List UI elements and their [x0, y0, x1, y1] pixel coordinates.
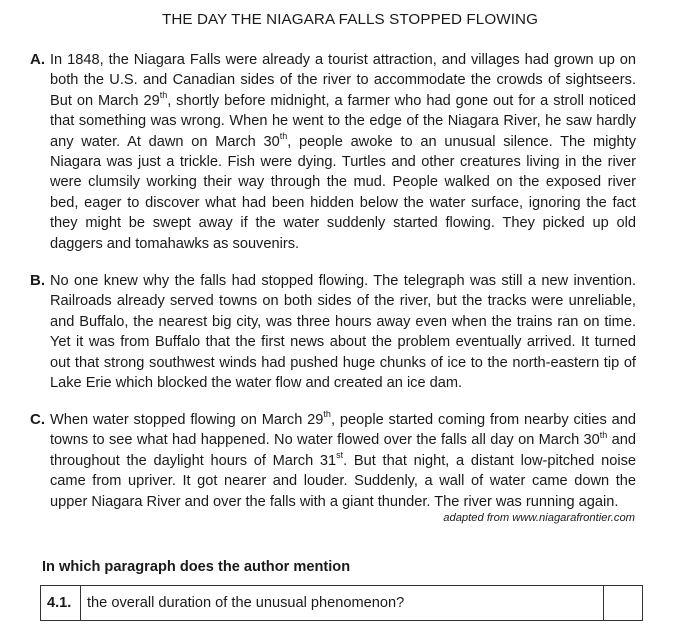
- source-credit: adapted from www.niagarafrontier.com: [443, 512, 635, 524]
- ordinal-suffix: th: [323, 409, 331, 420]
- ordinal-suffix: th: [279, 130, 288, 141]
- text-segment: . But that night, a distant low-pitched noise came from upriver. It got nearer and louder. Suddenly, a wall of water came down the upper Niagara River and over the falls with a giant thunder. The river was running again.: [50, 452, 637, 510]
- ordinal-suffix: th: [159, 89, 168, 100]
- paragraph-text: [50, 410, 636, 512]
- paragraph-a: [30, 50, 636, 254]
- text-segment: , shortly before midnight, a farmer who had gone out for a stroll noticed that something was wrong. When he went to the edge of the Niagara River, he saw hardly any water. At dawn on March 30: [50, 92, 636, 150]
- paragraph-letter: C.: [30, 411, 45, 428]
- question-row: [41, 586, 643, 621]
- text-segment: , people awoke to an unusual silence. The mighty Niagara was just a trickle. Fish were dying. Turtles and other creatures living in the river were clumsily working their way through the mud. People walked on the exposed river bed, eager to discover what had been hidden below the water surface, ignoring the fact they might be swept away if the water suddenly started flowing. They picked up old daggers and tomahawks as souvenirs.: [50, 133, 636, 252]
- page-title: THE DAY THE NIAGARA FALLS STOPPED FLOWING: [161, 11, 538, 28]
- text-segment: , people started coming from nearby cities and towns to see what had happened. No water flowed over the falls all day on March 30: [50, 412, 636, 449]
- ordinal-suffix: th: [599, 429, 608, 440]
- text-segment: In 1848, the Niagara Falls were already a tourist attraction, and villages had grown up on both the U.S. and Canadian sides of the river to accommodate the crowds of sightseers. But on March 29: [50, 52, 636, 109]
- question-text: the overall duration of the unusual phenomenon?: [81, 586, 604, 621]
- paragraph-text: No one knew why the falls had stopped flowing. The telegraph was still a new invention. Railroads already served towns on both sides of the river, but the tracks were unreliable, and Buffalo, the nearest big city, was three hours away even when the trains ran on time. Yet it was from Buffalo that the first news about the problem eventually arrived. It turned out that strong southwest winds had pushed huge chunks of ice to the north-eastern tip of Lake Erie which blocked the water flow and created an ice dam.: [50, 273, 636, 392]
- text-segment: When water stopped flowing on March 29: [50, 412, 324, 428]
- ordinal-suffix: st: [336, 449, 344, 460]
- question-table: [40, 585, 643, 621]
- paragraph-text: [50, 50, 636, 254]
- question-prompt: In which paragraph does the author mention: [42, 559, 351, 575]
- paragraph-letter: B.: [30, 272, 45, 289]
- text-segment: and throughout the daylight hours of March 31: [50, 432, 636, 469]
- paragraph-letter: A.: [30, 51, 45, 68]
- paragraph-b: [30, 271, 636, 393]
- answer-box[interactable]: [604, 586, 643, 621]
- question-number: 4.1.: [41, 586, 81, 621]
- paragraph-c: [30, 410, 636, 512]
